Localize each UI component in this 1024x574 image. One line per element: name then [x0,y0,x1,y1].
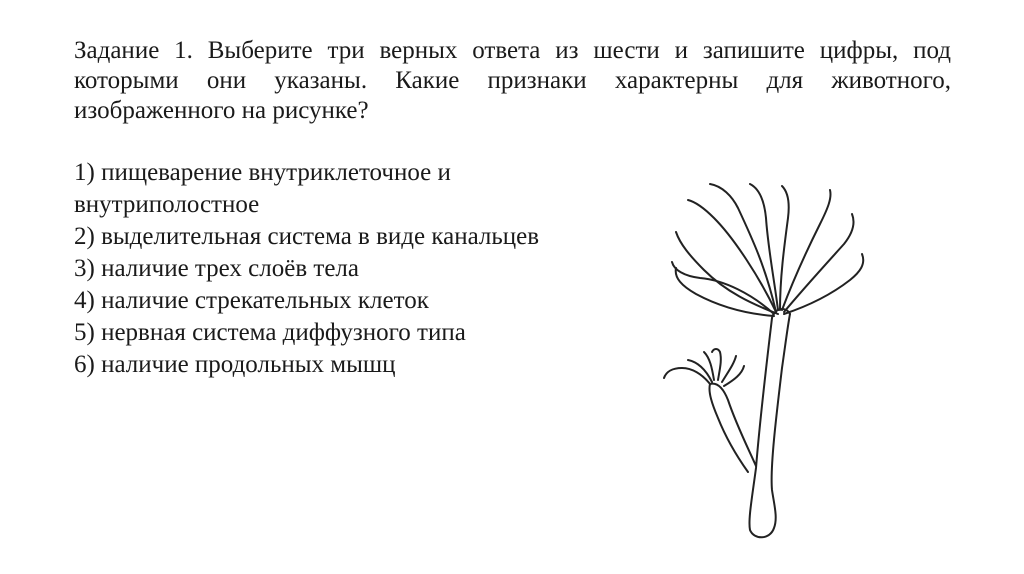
option-text: выделительная система в виде канальцев [101,223,540,250]
option-text: наличие продольных мышц [101,351,396,378]
answer-option-4 [74,285,574,317]
option-number: 4) [74,287,95,314]
hydra-tentacle [676,268,774,316]
hydra-tentacle [750,184,778,310]
hydra-tentacle [784,254,863,314]
hydra-bud-tentacle [688,360,712,382]
answer-option-1 [74,157,574,221]
option-text: наличие стрекательных клеток [101,287,429,314]
hydra-body [749,314,790,537]
option-number: 6) [74,351,95,378]
hydra-tentacle [784,214,854,312]
answer-option-5 [74,317,574,349]
option-number: 2) [74,223,95,250]
answer-option-2 [74,221,574,253]
option-number: 5) [74,319,95,346]
hydra-illustration-icon [648,168,888,548]
option-text: наличие трех слоёв тела [101,255,359,282]
option-number: 1) [74,159,95,186]
task-statement: Задание 1. Выберите три верных ответа из шести и запишите цифры, под которыми они указаны. Какие признаки характерны для животного, изображенного на рисунке? [74,37,951,124]
hydra-bud-tentacle [724,366,744,386]
hydra-tentacle [688,200,776,312]
option-text: пищеварение внутриклеточное и внутриполостное [74,159,451,218]
option-number: 3) [74,255,95,282]
answer-option-3 [74,253,574,285]
answer-options-list [74,157,574,381]
hydra-bud-body [709,384,756,472]
answer-option-6 [74,349,574,381]
hydra-tentacle [676,232,778,314]
hydra-bud-tentacle [664,368,710,384]
option-text: нервная система диффузного типа [101,319,466,346]
hydra-tentacle [780,186,789,310]
